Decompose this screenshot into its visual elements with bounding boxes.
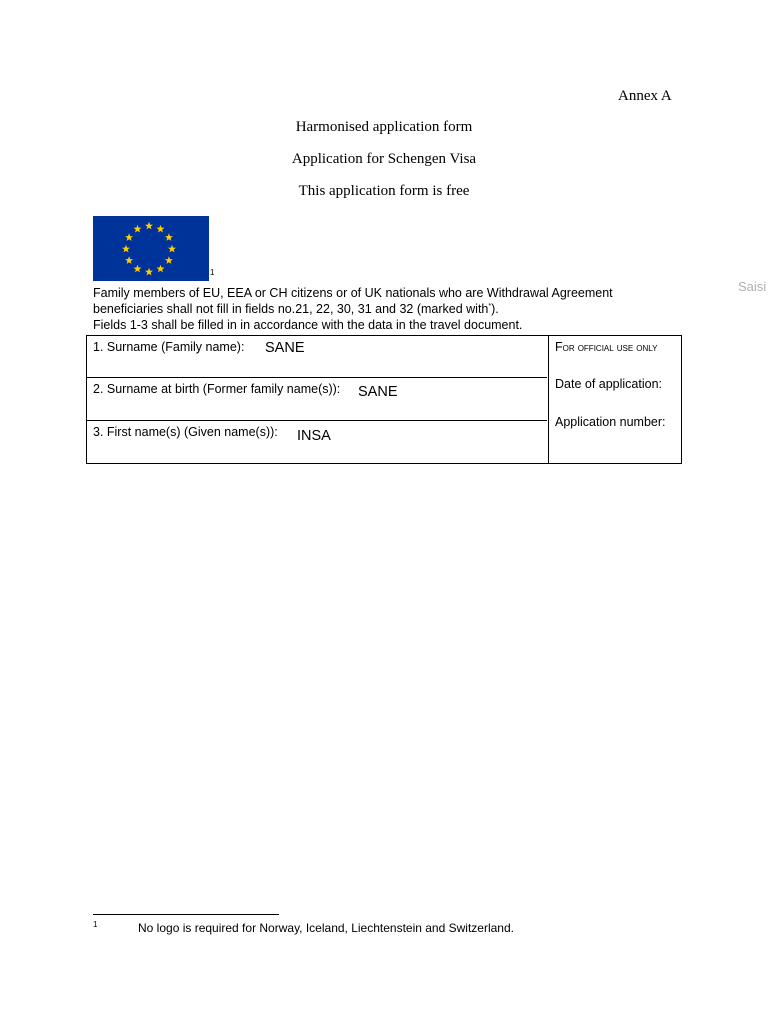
official-use-column <box>548 336 682 463</box>
annex-label: Annex A <box>618 88 672 104</box>
surname-field[interactable] <box>87 336 547 378</box>
surname-at-birth-value[interactable]: SANE <box>358 384 398 400</box>
application-number-label: Application number: <box>555 415 666 429</box>
intro-line-1: Family members of EU, EEA or CH citizens or of UK nationals who are Withdrawal Agreement <box>93 286 613 300</box>
intro-line-2-end: ). <box>491 302 499 316</box>
date-of-application-label: Date of application: <box>555 377 663 391</box>
footnote-divider <box>93 914 279 915</box>
form-subtitle: Application for Schengen Visa <box>291 151 477 167</box>
intro-line-2-text: beneficiaries shall not fill in fields no.21, 22, 30, 31 and 32 (marked with <box>93 302 489 316</box>
free-notice: This application form is free <box>298 183 470 199</box>
flag-footnote-ref: 1 <box>210 268 215 277</box>
surname-at-birth-field[interactable] <box>87 378 547 421</box>
official-use-title-cap: F <box>555 340 563 354</box>
asterisk-mark: * <box>488 302 492 310</box>
side-label: Saisi <box>738 279 767 294</box>
footnote-text: No logo is required for Norway, Iceland, Liechtenstein and Switzerland. <box>138 921 514 935</box>
intro-line-2 <box>93 302 499 316</box>
surname-label: 1. Surname (Family name): <box>93 340 245 354</box>
first-name-label: 3. First name(s) (Given name(s)): <box>93 425 278 439</box>
first-name-value[interactable]: INSA <box>297 428 331 444</box>
application-form-table <box>86 335 682 464</box>
surname-value[interactable]: SANE <box>265 340 305 356</box>
surname-at-birth-label: 2. Surname at birth (Former family name(s)): <box>93 382 341 396</box>
first-name-field[interactable] <box>87 421 547 463</box>
footnote-mark: 1 <box>93 920 98 929</box>
official-use-title-rest: or official use only <box>562 342 658 354</box>
eu-flag-icon <box>93 216 209 281</box>
form-title: Harmonised application form <box>295 119 473 135</box>
intro-line-3: Fields 1-3 shall be filled in in accordance with the data in the travel document. <box>93 318 523 332</box>
official-use-title <box>555 340 657 354</box>
